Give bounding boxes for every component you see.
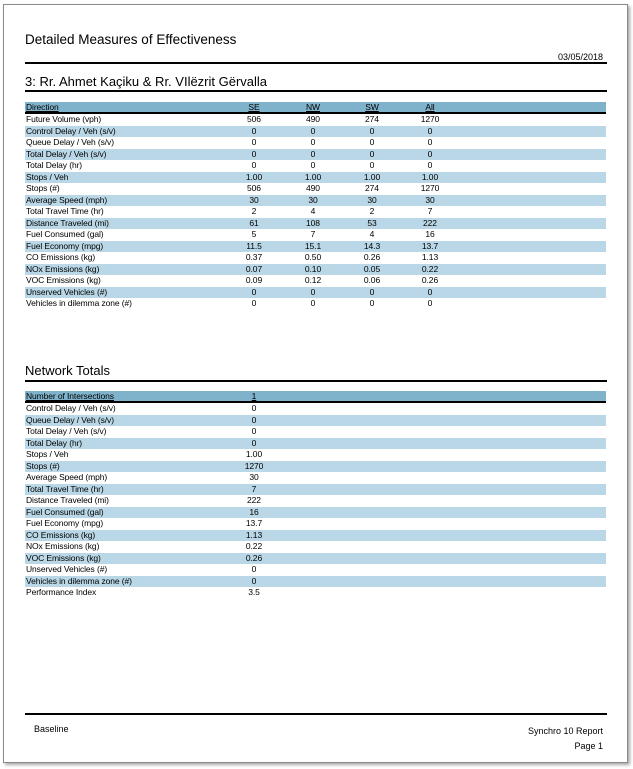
table-row	[25, 275, 606, 287]
row-value: 108	[283, 218, 343, 230]
row-value: 0	[283, 126, 343, 138]
row-value: 0.22	[245, 541, 263, 551]
row-label: NOx Emissions (kg)	[25, 264, 225, 276]
table-row	[25, 553, 606, 565]
empty-cell	[459, 149, 606, 161]
row-value: 0.07	[225, 264, 283, 276]
table-row	[25, 438, 606, 450]
row-label: Vehicles in dilemma zone (#)	[25, 576, 225, 588]
empty-cell	[283, 461, 606, 473]
row-label: Performance Index	[26, 587, 97, 597]
empty-cell	[283, 553, 606, 565]
table-row	[25, 449, 606, 461]
row-value: 11.5	[225, 241, 283, 253]
row-value: 14.3	[343, 241, 401, 253]
column-header: NW	[283, 102, 343, 113]
row-label: Total Delay (hr)	[25, 438, 225, 450]
column-header: SW	[343, 102, 401, 113]
table-row	[25, 264, 606, 276]
row-value: 0	[251, 426, 257, 436]
row-value: 506	[247, 114, 261, 124]
table-row	[25, 160, 606, 172]
row-value: 506	[247, 183, 261, 193]
row-value: 222	[401, 218, 459, 230]
row-label: Stops / Veh	[25, 172, 225, 184]
row-value: 490	[306, 114, 320, 124]
table-row	[25, 495, 606, 507]
row-value: 0	[225, 149, 283, 161]
row-value: 0	[427, 137, 433, 147]
table-row	[25, 576, 606, 588]
footer-info	[528, 724, 603, 754]
empty-cell	[283, 541, 606, 553]
row-value: 0.09	[245, 275, 263, 285]
row-value: 7	[310, 229, 316, 239]
row-value: 0	[251, 160, 257, 170]
column-header: All	[401, 102, 459, 113]
table-row	[25, 287, 606, 299]
row-value: 0	[401, 149, 459, 161]
column-header: SE	[225, 102, 283, 113]
empty-cell	[459, 195, 606, 207]
empty-cell	[459, 113, 606, 126]
row-value: 4	[310, 206, 316, 216]
empty-cell	[459, 172, 606, 184]
row-label: CO Emissions (kg)	[25, 530, 225, 542]
row-value: 1.00	[283, 172, 343, 184]
intersection-divider	[25, 90, 607, 92]
row-value: 0	[225, 287, 283, 299]
row-label: Stops / Veh	[26, 449, 69, 459]
row-label: VOC Emissions (kg)	[25, 553, 225, 565]
empty-cell	[459, 126, 606, 138]
table-row	[25, 218, 606, 230]
row-label: VOC Emissions (kg)	[26, 275, 101, 285]
row-value: 13.7	[245, 518, 263, 528]
table-row	[25, 183, 606, 195]
empty-cell	[283, 518, 606, 530]
empty-cell	[283, 530, 606, 542]
table-row	[25, 172, 606, 184]
row-value: 4	[369, 229, 375, 239]
empty-cell	[283, 438, 606, 450]
footer-divider	[25, 713, 607, 715]
moe-table	[25, 102, 606, 310]
row-label: Total Travel Time (hr)	[25, 484, 225, 496]
row-value: 61	[225, 218, 283, 230]
empty-cell	[283, 415, 606, 427]
empty-cell	[459, 102, 606, 113]
row-value: 1.00	[401, 172, 459, 184]
table-row	[25, 415, 606, 427]
row-value: 16	[225, 507, 283, 519]
row-value: 0.37	[245, 252, 263, 262]
row-value: 0	[310, 137, 316, 147]
row-value: 0.05	[343, 264, 401, 276]
row-value: 0	[225, 438, 283, 450]
row-value: 2	[369, 206, 375, 216]
row-value: 15.1	[283, 241, 343, 253]
row-value: 0	[310, 160, 316, 170]
row-value: 3.5	[248, 587, 260, 597]
row-value: 490	[306, 183, 320, 193]
row-value: 1.13	[225, 530, 283, 542]
row-value: 30	[249, 472, 259, 482]
empty-cell	[459, 252, 606, 264]
row-label: Unserved Vehicles (#)	[26, 564, 108, 574]
empty-cell	[459, 218, 606, 230]
row-value: 0	[225, 576, 283, 588]
row-label: Control Delay / Veh (s/v)	[26, 403, 116, 413]
row-value: 0.22	[401, 264, 459, 276]
row-value: 0	[251, 298, 257, 308]
table-row	[25, 298, 606, 310]
report-date: 03/05/2018	[557, 52, 603, 62]
row-value: 0	[343, 126, 401, 138]
empty-cell	[459, 275, 606, 287]
title-divider	[25, 62, 607, 64]
row-label: CO Emissions (kg)	[26, 252, 96, 262]
row-label: Stops (#)	[26, 183, 60, 193]
network-totals-title: Network Totals	[25, 363, 111, 378]
table-row	[25, 507, 606, 519]
row-value: 0.06	[363, 275, 381, 285]
table-row	[25, 113, 606, 126]
row-value: 1.00	[245, 449, 263, 459]
table-row	[25, 195, 606, 207]
row-value: 1270	[420, 183, 440, 193]
row-label: Future Volume (vph)	[26, 114, 102, 124]
row-value: 0.26	[225, 553, 283, 565]
row-value: 0	[427, 160, 433, 170]
row-value: 0.12	[304, 275, 322, 285]
row-value: 30	[225, 195, 283, 207]
row-value: 2	[251, 206, 257, 216]
row-label: Control Delay / Veh (s/v)	[25, 126, 225, 138]
empty-cell	[459, 229, 606, 241]
empty-cell	[283, 495, 606, 507]
row-value: 222	[247, 495, 261, 505]
row-label: Average Speed (mph)	[26, 472, 108, 482]
row-value: 0	[343, 287, 401, 299]
row-value: 0.26	[363, 252, 381, 262]
table-row	[25, 252, 606, 264]
column-header: Direction	[25, 102, 225, 113]
row-value: 0	[427, 298, 433, 308]
row-label: Distance Traveled (mi)	[25, 218, 225, 230]
table-row	[25, 241, 606, 253]
table-row	[25, 564, 606, 576]
row-value: 7	[427, 206, 433, 216]
table-row	[25, 530, 606, 542]
empty-cell	[283, 564, 606, 576]
row-value: 30	[343, 195, 401, 207]
row-value: 0.10	[283, 264, 343, 276]
row-value: 30	[401, 195, 459, 207]
footer-page-number: Page 1	[574, 741, 603, 751]
column-header: 1	[225, 391, 283, 402]
table-row	[25, 426, 606, 438]
row-value: 0.50	[304, 252, 322, 262]
intersection-title: 3: Rr. Ahmet Kaçiku & Rr. VIlëzrit Gërvalla	[25, 74, 268, 89]
empty-cell	[283, 587, 606, 599]
empty-cell	[459, 287, 606, 299]
row-label: Queue Delay / Veh (s/v)	[26, 137, 114, 147]
row-label: Total Delay / Veh (s/v)	[25, 149, 225, 161]
row-value: 0	[343, 149, 401, 161]
row-value: 53	[343, 218, 401, 230]
table-row	[25, 461, 606, 473]
table-row	[25, 206, 606, 218]
table-row	[25, 137, 606, 149]
table-header-row	[25, 391, 606, 402]
empty-cell	[459, 206, 606, 218]
table-row	[25, 229, 606, 241]
row-label: Distance Traveled (mi)	[26, 495, 109, 505]
empty-cell	[459, 160, 606, 172]
empty-cell	[283, 449, 606, 461]
row-label: Vehicles in dilemma zone (#)	[26, 298, 132, 308]
row-value: 0	[225, 126, 283, 138]
row-label: Average Speed (mph)	[25, 195, 225, 207]
row-label: NOx Emissions (kg)	[26, 541, 100, 551]
table-row	[25, 484, 606, 496]
row-label: Fuel Economy (mpg)	[26, 518, 104, 528]
row-value: 0	[401, 287, 459, 299]
empty-cell	[283, 402, 606, 415]
row-value: 0	[369, 137, 375, 147]
row-value: 0	[283, 149, 343, 161]
row-value: 13.7	[401, 241, 459, 253]
row-label: Fuel Consumed (gal)	[25, 507, 225, 519]
table-row	[25, 472, 606, 484]
row-label: Total Delay / Veh (s/v)	[26, 426, 107, 436]
row-value: 0	[251, 564, 257, 574]
empty-cell	[459, 183, 606, 195]
table-row	[25, 149, 606, 161]
row-value: 274	[365, 114, 379, 124]
row-value: 0	[283, 287, 343, 299]
empty-cell	[283, 576, 606, 588]
row-label: Fuel Economy (mpg)	[25, 241, 225, 253]
row-value: 0	[369, 298, 375, 308]
network-divider	[25, 380, 607, 382]
row-value: 0.26	[421, 275, 439, 285]
table-row	[25, 541, 606, 553]
row-value: 0	[251, 137, 257, 147]
footer-scenario: Baseline	[34, 724, 69, 734]
row-value: 0	[225, 415, 283, 427]
row-value: 0	[310, 298, 316, 308]
report-page	[3, 4, 628, 763]
row-value: 1270	[420, 114, 440, 124]
row-value: 1.00	[225, 172, 283, 184]
empty-cell	[459, 137, 606, 149]
row-value: 16	[425, 229, 435, 239]
row-value: 1.00	[343, 172, 401, 184]
row-label: Total Travel Time (hr)	[26, 206, 104, 216]
row-value: 30	[283, 195, 343, 207]
row-label: Unserved Vehicles (#)	[25, 287, 225, 299]
table-header-row	[25, 102, 606, 113]
empty-cell	[459, 241, 606, 253]
row-value: 0	[369, 160, 375, 170]
table-row	[25, 518, 606, 530]
row-label: Total Delay (hr)	[26, 160, 83, 170]
empty-cell	[459, 264, 606, 276]
report-title: Detailed Measures of Effectiveness	[25, 32, 237, 47]
row-label: Queue Delay / Veh (s/v)	[25, 415, 225, 427]
row-value: 274	[365, 183, 379, 193]
footer-software: Synchro 10 Report	[527, 726, 603, 736]
row-value: 1.13	[421, 252, 439, 262]
row-value: 0	[251, 403, 257, 413]
empty-cell	[283, 391, 606, 402]
empty-cell	[283, 426, 606, 438]
row-value: 0	[401, 126, 459, 138]
network-totals-table	[25, 391, 606, 599]
table-row	[25, 126, 606, 138]
table-row	[25, 402, 606, 415]
empty-cell	[283, 507, 606, 519]
row-label: Stops (#)	[25, 461, 225, 473]
empty-cell	[283, 484, 606, 496]
row-value: 1270	[225, 461, 283, 473]
row-value: 5	[251, 229, 257, 239]
empty-cell	[459, 298, 606, 310]
table-row	[25, 587, 606, 599]
column-header: Number of Intersections	[25, 391, 225, 402]
row-value: 7	[225, 484, 283, 496]
empty-cell	[283, 472, 606, 484]
row-label: Fuel Consumed (gal)	[26, 229, 104, 239]
